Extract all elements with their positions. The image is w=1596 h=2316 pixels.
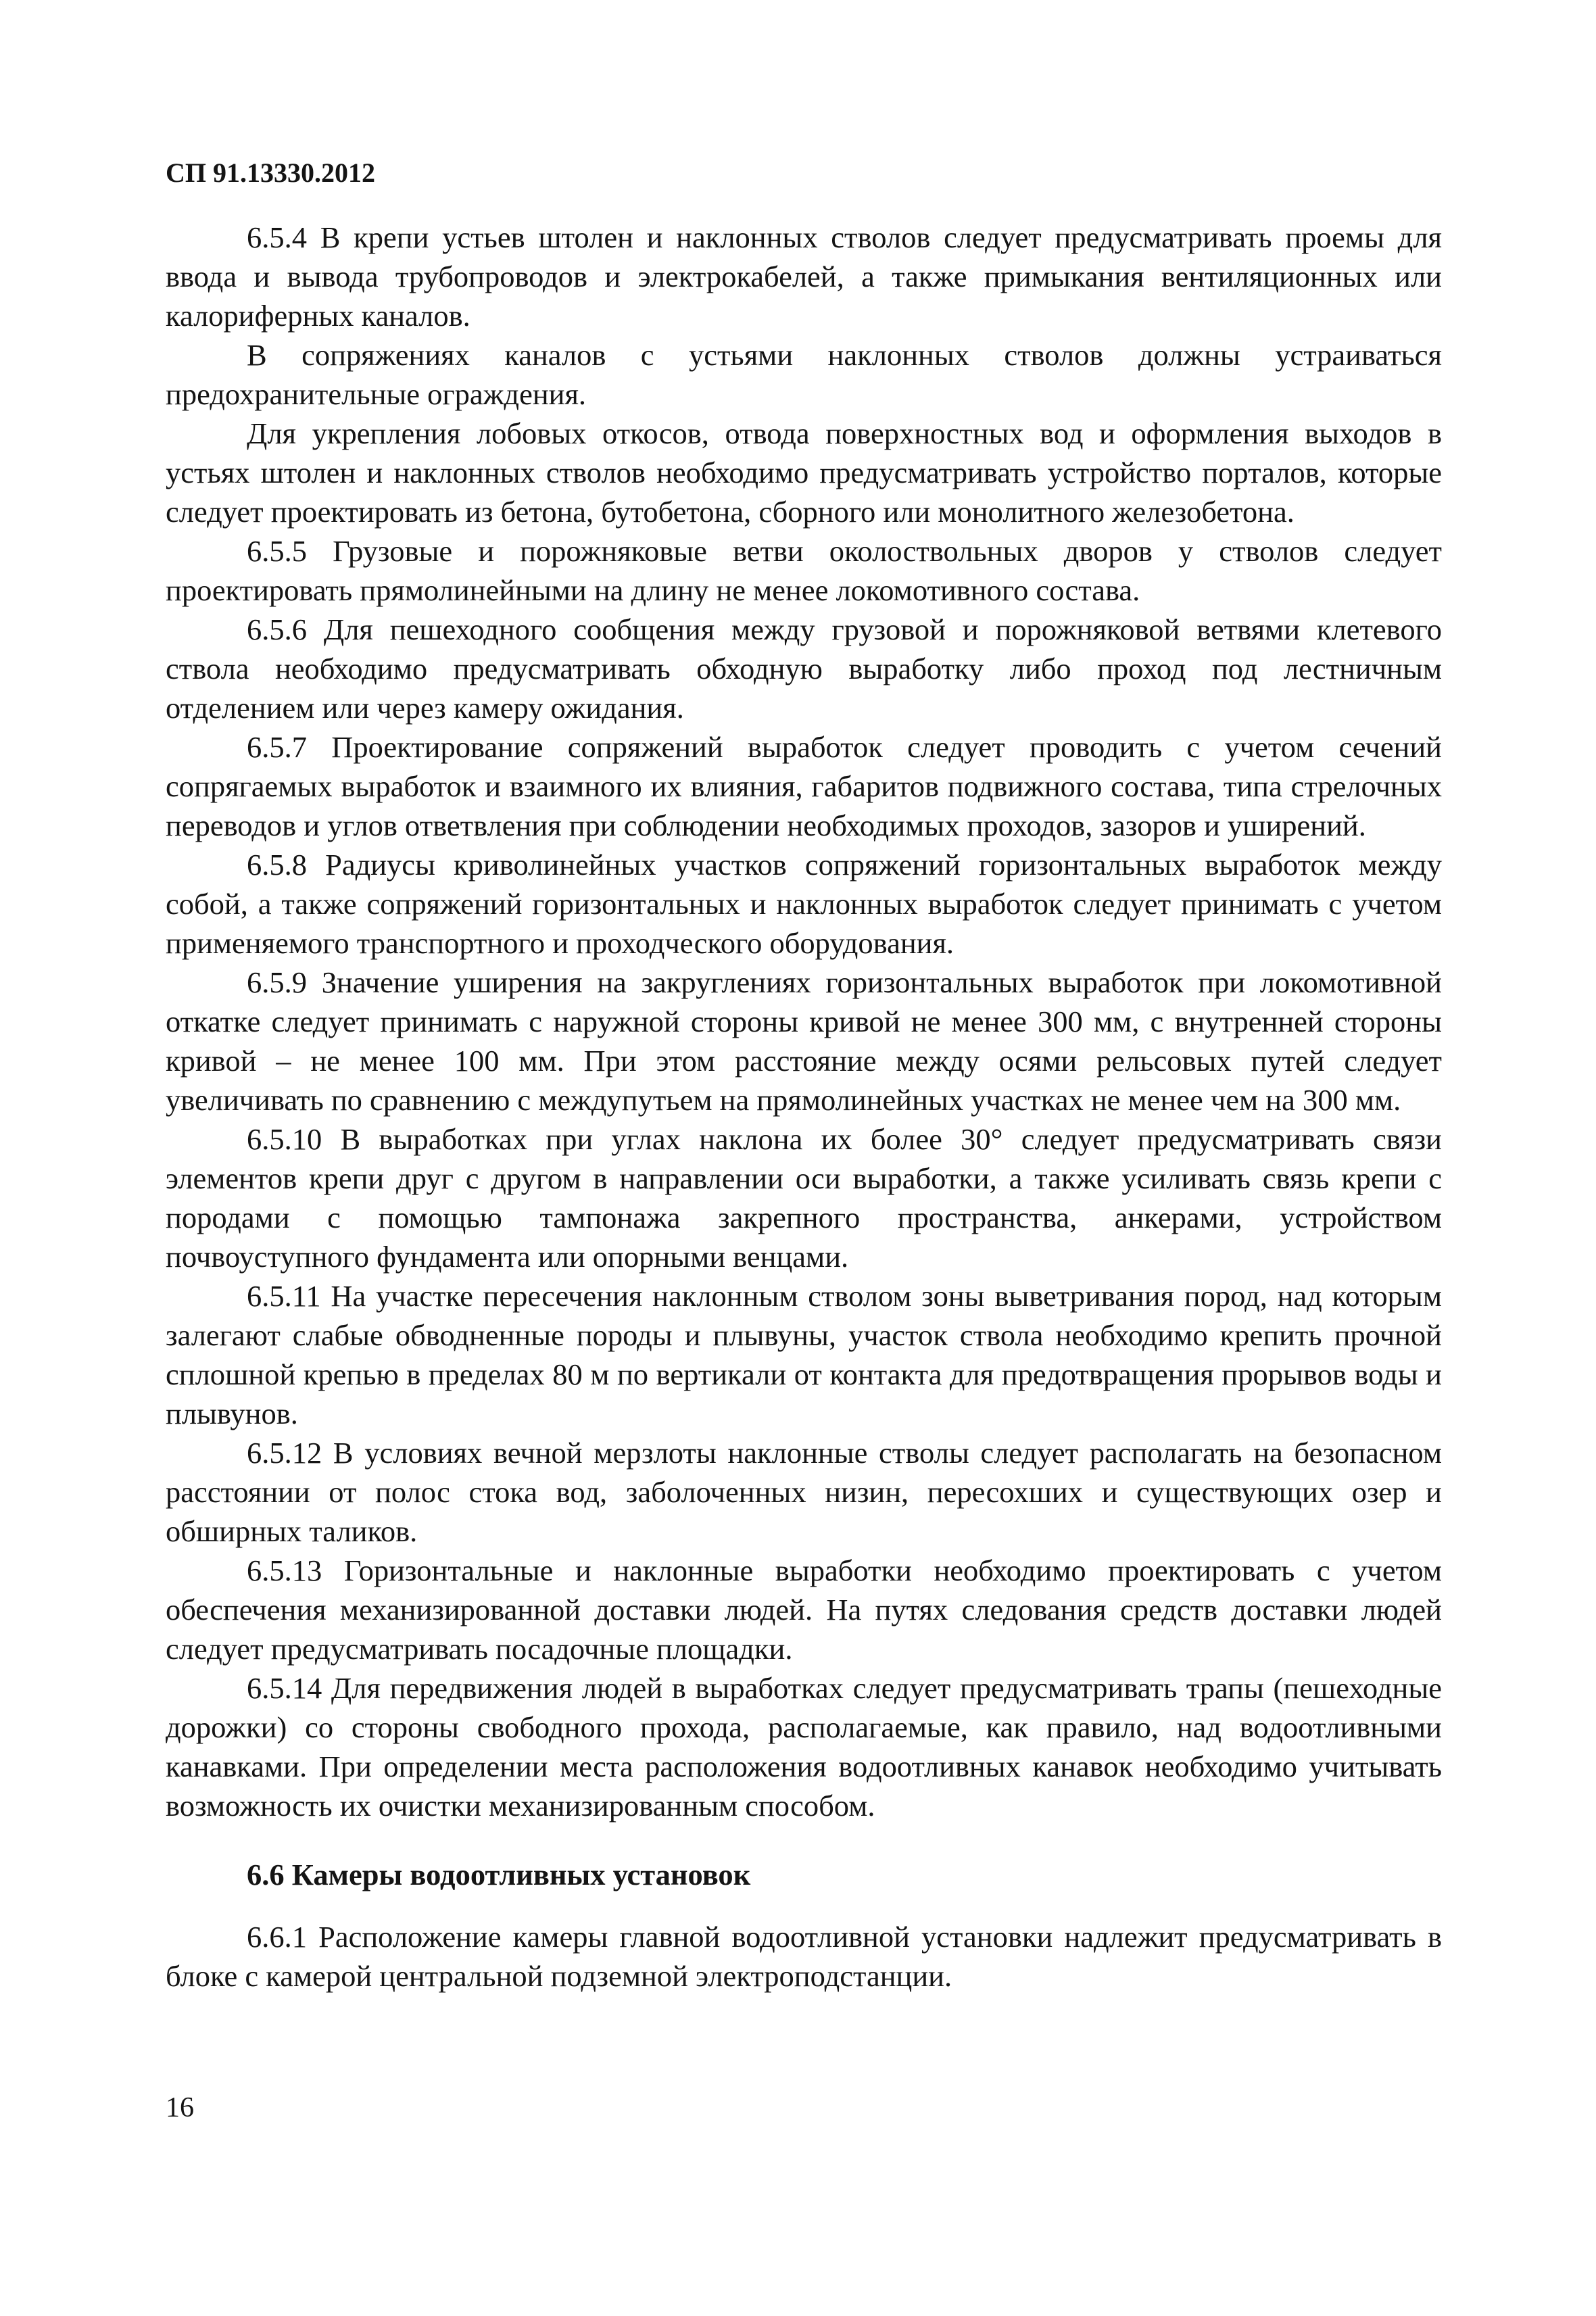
paragraph-6-5-9: 6.5.9 Значение уширения на закруглениях горизонтальных выработок при локомотивной откатке следует принимать с наружной стороны кривой не менее 300 мм, с внутренней стороны кривой – не менее 100 мм. При этом расстояние между осями рельсовых путей следует увеличивать по сравнению с междупутьем на прямолинейных участках не менее чем на 300 мм.: [166, 965, 1442, 1117]
paragraph-6-5-11: 6.5.11 На участке пересечения наклонным стволом зоны выветривания пород, над которым залегают слабые обводненные породы и плывуны, участок ствола необходимо крепить прочной сплошной крепью в пределах 80 м по вертикали от контакта для предотвращения прорывов воды и плывунов.: [166, 1279, 1442, 1430]
paragraph-6-5-4-fences: В сопряжениях каналов с устьями наклонных стволов должны устраиваться предохранительные ограждения.: [166, 338, 1442, 411]
paragraph-6-5-4-portals: Для укрепления лобовых откосов, отвода поверхностных вод и оформления выходов в устьях штолен и наклонных стволов необходимо предусматривать устройство порталов, которые следует проектировать из бетона, бутобетона, сборного или монолитного железобетона.: [166, 416, 1442, 529]
paragraph-6-5-14: 6.5.14 Для передвижения людей в выработках следует предусматривать трапы (пешеходные дорожки) со стороны свободного прохода, располагаемые, как правило, над водоотливными канавками. При определении места расположения водоотливных канавок необходимо учитывать возможность их очистки механизированным способом.: [166, 1671, 1442, 1823]
paragraph-6-5-5: 6.5.5 Грузовые и порожняковые ветви околоствольных дворов у стволов следует проектировать прямолинейными на длину не менее локомотивного состава.: [166, 534, 1442, 607]
paragraph-6-6-1: 6.6.1 Расположение камеры главной водоотливной установки надлежит предусматривать в блоке с камерой центральной подземной электроподстанции.: [166, 1920, 1442, 1993]
page-number: 16: [166, 2092, 194, 2123]
section-heading-6-6: 6.6 Камеры водоотливных установок: [247, 1858, 751, 1891]
paragraph-6-5-6: 6.5.6 Для пешеходного сообщения между грузовой и порожняковой ветвями клетевого ствола необходимо предусматривать обходную выработку либо проход под лестничным отделением или через камеру ожидания.: [166, 612, 1442, 725]
paragraph-6-5-4: 6.5.4 В крепи устьев штолен и наклонных стволов следует предусматривать проемы для ввода и вывода трубопроводов и электрокабелей, а также примыкания вентиляционных или калориферных каналов.: [166, 220, 1442, 333]
paragraph-6-5-12: 6.5.12 В условиях вечной мерзлоты наклонные стволы следует располагать на безопасном расстоянии от полос стока вод, заболоченных низин, пересохших и существующих озер и обширных таликов.: [166, 1436, 1442, 1548]
paragraph-6-5-10: 6.5.10 В выработках при углах наклона их более 30° следует предусматривать связи элементов крепи друг с другом в направлении оси выработки, а также усиливать связь крепи с породами с помощью тампонажа закрепного пространства, анкерами, устройством почвоуступного фундамента или опорными венцами.: [166, 1122, 1442, 1274]
document-body: [166, 218, 1442, 1996]
document-code-header: СП 91.13330.2012: [166, 158, 375, 188]
paragraph-6-5-13: 6.5.13 Горизонтальные и наклонные выработки необходимо проектировать с учетом обеспечения механизированной доставки людей. На путях следования средств доставки людей следует предусматривать посадочные площадки.: [166, 1553, 1442, 1666]
paragraph-6-5-7: 6.5.7 Проектирование сопряжений выработок следует проводить с учетом сечений сопрягаемых выработок и взаимного их влияния, габаритов подвижного состава, типа стрелочных переводов и углов ответвления при соблюдении необходимых проходов, зазоров и уширений.: [166, 730, 1442, 842]
paragraph-6-5-8: 6.5.8 Радиусы криволинейных участков сопряжений горизонтальных выработок между собой, а также сопряжений горизонтальных и наклонных выработок следует принимать с учетом применяемого транспортного и проходческого оборудования.: [166, 848, 1442, 960]
